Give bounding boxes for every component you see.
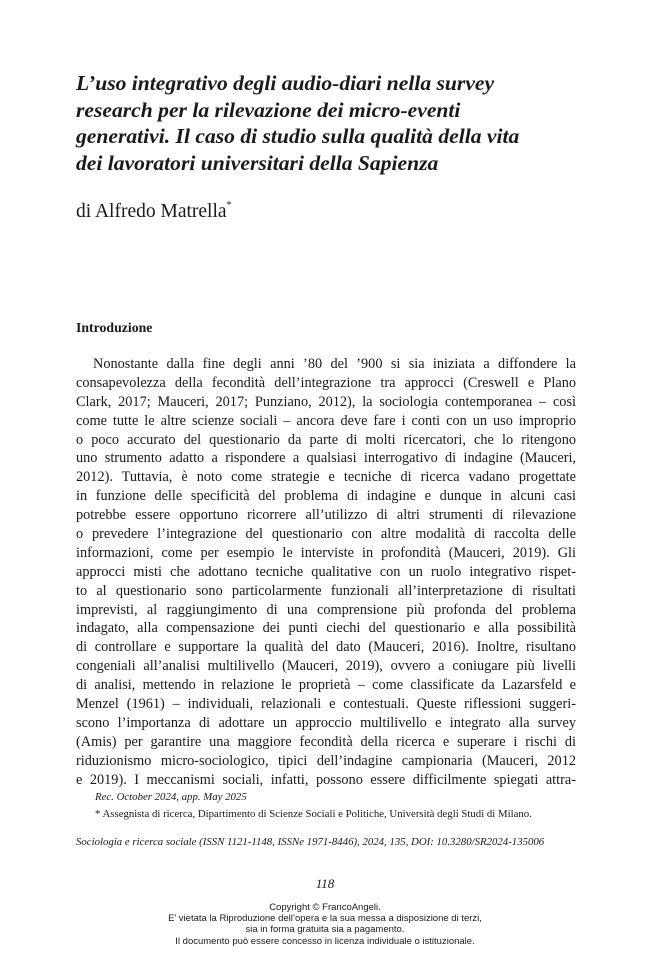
journal-citation: Sociologia e ricerca sociale (ISSN 1121-1148, ISSNe 1971-8446), 2024, 135, DOI: 10.3280/SR2024-135006: [76, 836, 545, 848]
copyright-line: Copyright © FrancoAngeli.: [269, 902, 381, 913]
title-line: research per la rilevazione dei micro-eventi: [76, 97, 461, 122]
body-line: imprevisti, al raggiungimento di una comprensione più profonda del problema: [76, 601, 576, 618]
body-line: informazioni, come per esempio le interviste in profondità (Mauceri, 2019). Gli: [76, 544, 576, 561]
body-line: scono l’importanza di adottare un approccio multilivello e integrato alla survey: [76, 714, 576, 731]
body-line: di analisi, mettendo in relazione le proprietà – come classificate da Lazarsfeld e: [76, 677, 576, 694]
title-line: dei lavoratori universitari della Sapienza: [76, 150, 439, 175]
body-paragraph: [76, 355, 576, 789]
copyright-line: E’ vietata la Riproduzione dell’opera e la sua messa a disposizione di terzi,: [168, 913, 482, 925]
copyright-line: Il documento può essere concesso in licenza individuale o istituzionale.: [175, 935, 475, 947]
body-line: to al questionario sono particolarmente funzionali all’interpretazione di risultati: [76, 582, 576, 599]
title-line: generativi. Il caso di studio sulla qualità della vita: [76, 124, 520, 148]
author-byline: [76, 194, 232, 224]
section-heading: Introduzione: [76, 320, 153, 335]
body-line: o prevedere l’integrazione del questionario con altre modalità di raccolta delle: [76, 526, 576, 543]
author-name: di Alfredo Matrella: [76, 201, 227, 222]
body-line: consapevolezza della fecondità dell’integrazione tra approcci (Creswell e Plano: [76, 374, 576, 391]
body-line: o poco accurato del questionario da parte di molti ricercatori, che lo ritengono: [76, 431, 576, 448]
body-line: di controllare e supportare la qualità del dato (Mauceri, 2016). Inoltre, risultano: [76, 639, 576, 656]
body-line: uno strumento adatto a rispondere a qualsiasi interrogativo di indagine (Mauceri,: [76, 450, 576, 467]
body-line: e 2019). I meccanismi sociali, infatti, possono essere difficilmente spiegati attra-: [76, 771, 576, 788]
body-line: 2012). Tuttavia, è noto come strategie e tecniche di ricerca vadano progettate: [76, 469, 576, 486]
body-line: riduzionismo micro-sociologico, tipici dell’indagine campionaria (Mauceri, 2012: [76, 752, 576, 769]
article-title: [76, 70, 596, 176]
body-line: congeniali all’analisi multilivello (Mauceri, 2019), ovvero a coniugare più livelli: [76, 658, 576, 675]
author-footnote-mark: *: [226, 200, 232, 211]
copyright-notice: [0, 902, 650, 947]
body-line: potrebbe essere opportuno ricorrere all’utilizzo di altri strumenti di rilevazione: [76, 507, 576, 524]
body-line: in funzione delle specificità del problema di indagine e dunque in alcuni casi: [76, 488, 576, 505]
body-line: Clark, 2017; Mauceri, 2017; Punziano, 2012), la sociologia contemporanea – così: [76, 393, 576, 410]
copyright-line: sia in forma gratuita sia a pagamento.: [245, 924, 405, 936]
author-affiliation-footnote: * Assegnista di ricerca, Dipartimento di Scienze Sociali e Politiche, Università degli Studi di Milano.: [95, 808, 532, 820]
body-line: indagato, alla compensazione dei punti ciechi del questionario e alla possibilità: [76, 620, 576, 637]
body-line: approcci misti che adottano tecniche qualitative con un ruolo integrativo rispet-: [76, 563, 576, 580]
page-number: 118: [315, 876, 335, 891]
body-line: come tutte le altre scienze sociali – ancora deve fare i conti con un uso improprio: [76, 412, 576, 429]
received-note: Rec. October 2024, app. May 2025: [95, 791, 247, 803]
body-line: (Amis) per garantire una maggiore fecondità della ricerca e superare i rischi di: [76, 733, 576, 750]
body-line: Menzel (1961) – individuali, relazionali e contestuali. Queste riflessioni suggeri-: [76, 696, 576, 713]
title-line: L’uso integrativo degli audio-diari nella survey: [76, 71, 495, 95]
body-line: Nonostante dalla fine degli anni ’80 del ’900 si sia iniziata a diffondere la: [93, 356, 576, 372]
